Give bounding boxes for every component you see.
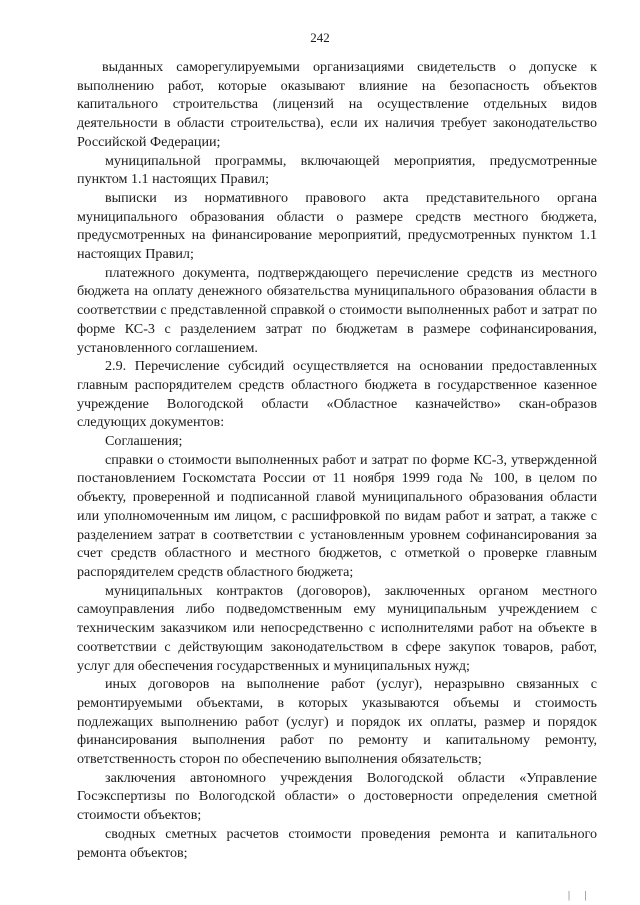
paragraph-5: 2.9. Перечисление субсидий осуществляется на основании предоставленных главным распорядителем средств областного бюджета в государственное казенное учреждение Вологодской области «Областное казначейство» скан-образов следующих документов: (77, 358, 597, 431)
paragraph-7: справки о стоимости выполненных работ и затрат по форме КС-3, утвержденной постановлением Госкомстата России от 11 ноября 1999 года № 100, в целом по объекту, проверенной и подписанной главой муниципального образования области или уполномоченным им лицом, с расшифровкой по видам работ и затрат, а также с разделением затрат в соответствии с установленным уровнем софинансирования за счет средств областного и местного бюджетов, с отметкой о проверке главным распорядителем средств областного бюджета; (77, 451, 597, 580)
margin-mark: | | (568, 890, 593, 901)
paragraph-8: муниципальных контрактов (договоров), заключенных органом местного самоуправления либо подведомственным ему муниципальным учреждением с техническим заказчиком или непосредственно с исполнителями работ на объекте в соответствии с действующим законодательством в сфере закупок товаров, работ, услуг для обеспечения государственных и муниципальных нужд; (77, 582, 597, 674)
paragraph-6: Соглашения; (105, 433, 183, 450)
paragraph-3: выписки из нормативного правового акта представительного органа муниципального образования области о размере средств местного бюджета, предусмотренных на финансирование мероприятий, предусмотренных пунктом 1.1 настоящих Правил; (77, 189, 597, 263)
paragraph-9: иных договоров на выполнение работ (услуг), неразрывно связанных с ремонтируемыми объектами, в которых указываются объемы и стоимость подлежащих выполнению работ (услуг) и порядок их оплаты, размер и порядок финансирования выполнения работ по ремонту и капитальному ремонту, ответственность сторон по обеспечению выполнения обязательств; (77, 676, 597, 768)
page-number: 242 (310, 30, 330, 45)
paragraph-4: платежного документа, подтверждающего перечисление средств из местного бюджета на оплату денежного обязательства муниципального образования области в соответствии с представленной справкой о стоимости выполненных работ и затрат по форме КС-3 с разделением затрат по бюджетам в размере софинансирования, установленного соглашением. (77, 264, 597, 356)
paragraph-1: выданных саморегулируемыми организациями свидетельств о допуске к выполнению работ, которые оказывают влияние на безопасность объектов капитального строительства (лицензий на осуществление отдельных видов деятельности в области строительства), если их наличия требует законодательство Российской Федерации; (77, 59, 597, 150)
document-body (77, 58, 597, 862)
paragraph-2: муниципальной программы, включающей мероприятия, предусмотренные пунктом 1.1 настоящих Правил; (77, 152, 597, 188)
paragraph-11: сводных сметных расчетов стоимости проведения ремонта и капитального ремонта объектов; (77, 825, 597, 861)
paragraph-10: заключения автономного учреждения Вологодской области «Управление Госэкспертизы по Вологодской области» о достоверности определения сметной стоимости объектов; (77, 769, 597, 824)
